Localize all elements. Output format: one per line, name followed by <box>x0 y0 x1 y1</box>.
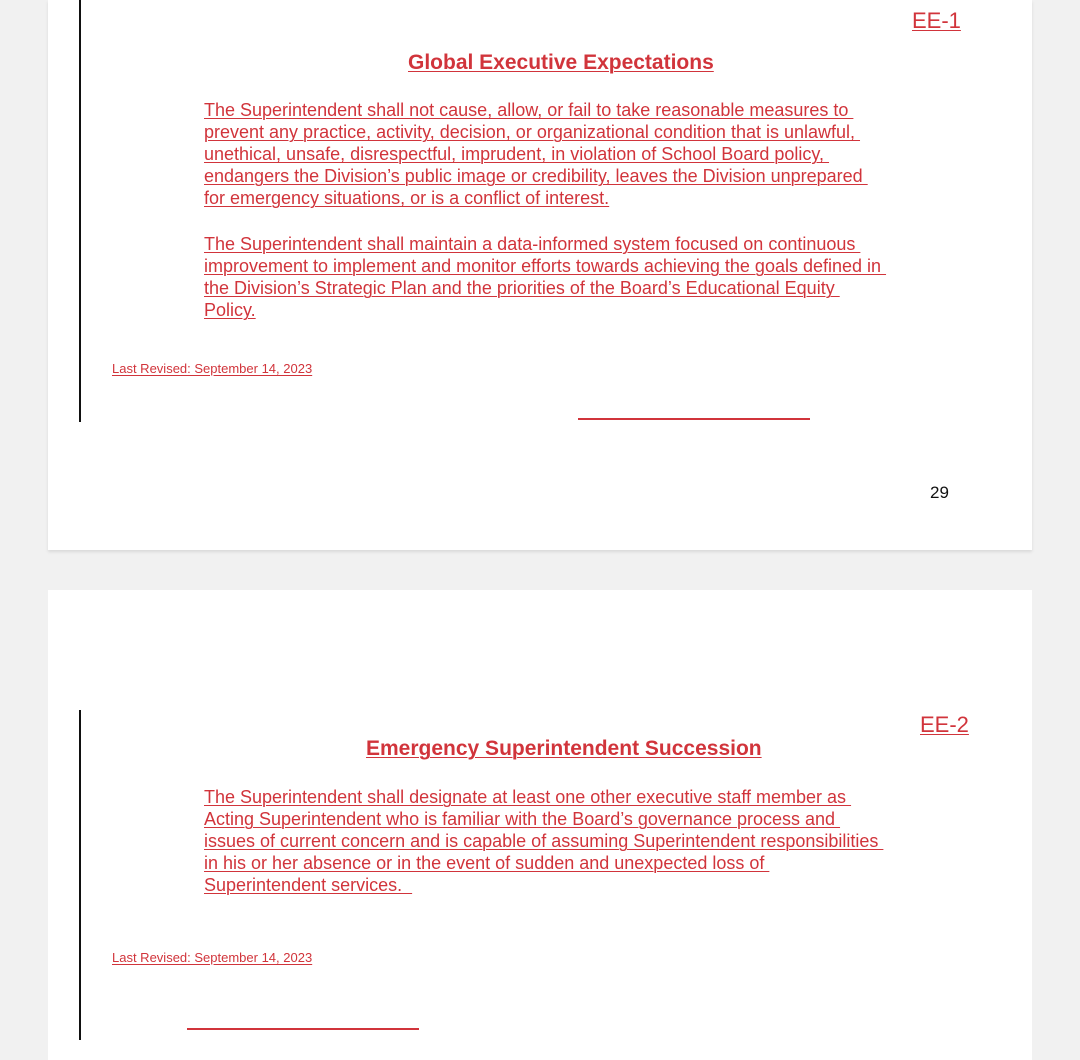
paragraph-line: The Superintendent shall designate at least one other executive staff member as <box>204 787 852 807</box>
policy-code: EE-2 <box>920 712 969 737</box>
change-bar <box>79 710 81 1040</box>
paragraph-line: improvement to implement and monitor efforts towards achieving the goals defined in <box>204 256 887 276</box>
policy-paragraph <box>204 99 964 209</box>
section-title: Emergency Superintendent Succession <box>366 737 762 760</box>
paragraph-line: for emergency situations, or is a conflict of interest. <box>204 188 610 208</box>
document-page-30 <box>48 590 1032 1060</box>
change-bar <box>79 0 81 422</box>
last-revised-note: Last Revised: September 14, 2023 <box>112 950 313 965</box>
paragraph-line: in his or her absence or in the event of sudden and unexpected loss of <box>204 853 770 873</box>
paragraph-line: unethical, unsafe, disrespectful, imprudent, in violation of School Board policy, <box>204 144 830 164</box>
paragraph-line: Superintendent services. <box>204 875 413 895</box>
page-number: 29 <box>930 483 949 502</box>
last-revised-note: Last Revised: September 14, 2023 <box>112 361 313 376</box>
paragraph-line: The Superintendent shall not cause, allow, or fail to take reasonable measures to <box>204 100 854 120</box>
paragraph-line: The Superintendent shall maintain a data-informed system focused on continuous <box>204 234 861 254</box>
paragraph-line: endangers the Division’s public image or credibility, leaves the Division unprepared <box>204 166 868 186</box>
policy-paragraph <box>204 786 964 896</box>
document-page-29 <box>48 0 1032 550</box>
paragraph-line: Acting Superintendent who is familiar with the Board’s governance process and <box>204 809 841 829</box>
paragraph-line: the Division’s Strategic Plan and the priorities of the Board’s Educational Equity <box>204 278 840 298</box>
inserted-rule <box>187 1028 419 1030</box>
paragraph-line: issues of current concern and is capable of assuming Superintendent responsibilities <box>204 831 884 851</box>
section-title: Global Executive Expectations <box>408 51 714 74</box>
inserted-rule <box>578 418 810 420</box>
policy-code: EE-1 <box>912 8 961 33</box>
paragraph-line: prevent any practice, activity, decision, or organizational condition that is unlawful, <box>204 122 861 142</box>
paragraph-line: Policy. <box>204 300 256 320</box>
policy-paragraph <box>204 233 964 321</box>
